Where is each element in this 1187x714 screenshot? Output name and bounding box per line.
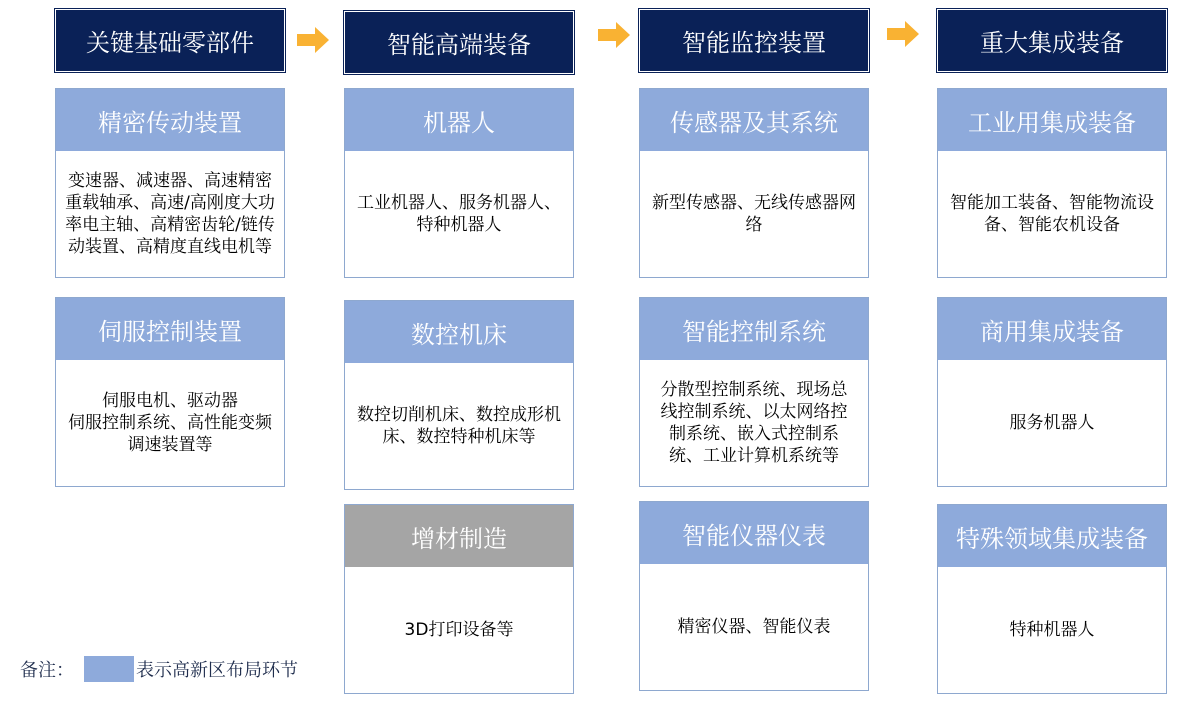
card-body: 精密仪器、智能仪表 [677, 617, 831, 637]
card-body: 智能加工装备、智能物流设备、智能农机设备 [950, 193, 1154, 235]
card-title: 商用集成装备 [938, 298, 1166, 360]
card-body: 变速器、减速器、高速精密重载轴承、高速/高刚度大功率电主轴、高精密齿轮/链传动装置、高精度直线电机等 [65, 171, 275, 257]
column-header-key-components: 关键基础零部件 [55, 9, 285, 72]
card-sensors [639, 88, 869, 278]
card-cnc-machines [344, 300, 574, 490]
card-title: 智能控制系统 [640, 298, 868, 360]
column-header-smart-equipment: 智能高端装备 [344, 11, 574, 74]
card-robots [344, 88, 574, 278]
card-body-line: 伺服控制系统、高性能变频调速装置等 [68, 413, 272, 455]
card-title: 特殊领域集成装备 [938, 505, 1166, 567]
card-body: 服务机器人 [1009, 413, 1095, 433]
card-precision-transmission [55, 88, 285, 278]
card-body: 新型传感器、无线传感器网络 [652, 193, 856, 235]
column-header-major-integrated-equipment: 重大集成装备 [937, 9, 1167, 72]
card-title: 智能仪器仪表 [640, 502, 868, 564]
note-suffix: 表示高新区布局环节 [136, 660, 298, 681]
card-body: 特种机器人 [1009, 620, 1095, 640]
legend-note [20, 656, 298, 682]
note-prefix: 备注： [20, 660, 74, 681]
card-title: 数控机床 [345, 301, 573, 363]
card-title: 机器人 [345, 89, 573, 151]
column-header-smart-monitoring: 智能监控装置 [639, 9, 869, 72]
arrow-right-icon [598, 22, 630, 48]
card-servo-control [55, 297, 285, 487]
card-title: 精密传动装置 [56, 89, 284, 151]
arrow-right-icon [887, 21, 919, 47]
card-body-line: 伺服电机、驱动器 [102, 391, 238, 411]
card-title: 传感器及其系统 [640, 89, 868, 151]
card-special-field-integrated-equipment [937, 504, 1167, 694]
arrow-right-icon [297, 27, 329, 53]
card-smart-control-systems [639, 297, 869, 487]
legend-swatch [84, 656, 134, 682]
card-additive-manufacturing [344, 504, 574, 694]
card-smart-instruments [639, 501, 869, 691]
card-title: 工业用集成装备 [938, 89, 1166, 151]
card-title: 伺服控制装置 [56, 298, 284, 360]
card-industrial-integrated-equipment [937, 88, 1167, 278]
card-body: 工业机器人、服务机器人、特种机器人 [357, 193, 561, 235]
card-body [56, 360, 284, 486]
card-body: 3D打印设备等 [404, 620, 514, 640]
card-body: 数控切削机床、数控成形机床、数控特种机床等 [357, 405, 561, 447]
card-commercial-integrated-equipment [937, 297, 1167, 487]
card-title: 增材制造 [345, 505, 573, 567]
card-body: 分散型控制系统、现场总线控制系统、以太网络控制系统、嵌入式控制系统、工业计算机系统等 [660, 380, 848, 466]
